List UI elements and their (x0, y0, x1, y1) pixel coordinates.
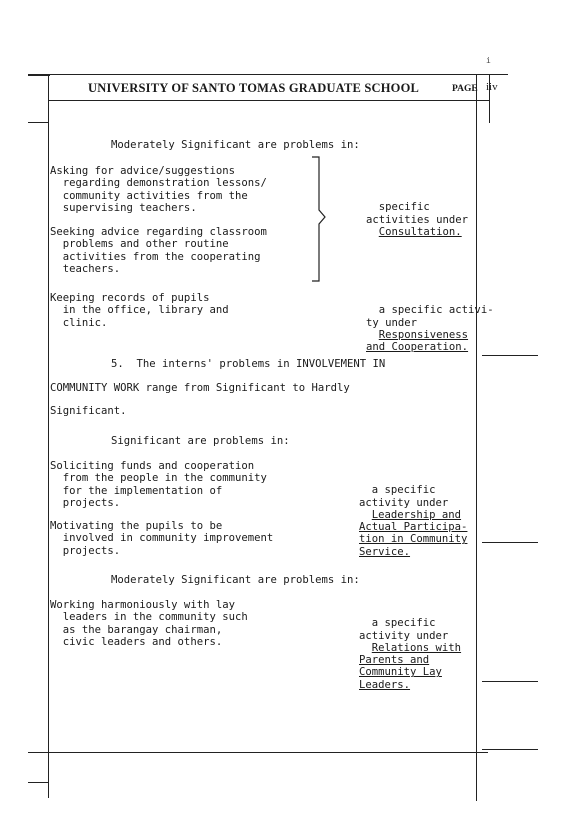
right-tick-2 (482, 542, 538, 543)
problem-item-classroom: Seeking advice regarding classroom problems and other routine activities from the cooperating teachers. (50, 226, 267, 275)
problem-item-motivating: Motivating the pupils to be involved in community improvement projects. (50, 520, 274, 557)
university-header: UNIVERSITY OF SANTO TOMAS GRADUATE SCHOOL (88, 81, 420, 95)
right-margin-rule (476, 75, 477, 801)
left-stub-top (28, 122, 48, 123)
paragraph-5-line-1: 5. The interns' problems in INVOLVEMENT IN (111, 358, 386, 370)
right-tick-1 (482, 355, 538, 356)
page-label: PAGE (452, 84, 478, 94)
bottom-rule (28, 752, 488, 753)
section-heading-moderately-significant-2: Moderately Significant are problems in: (111, 574, 360, 586)
activity-leadership-text: a specific activity under (359, 484, 449, 509)
activity-relations (359, 605, 461, 691)
margin-mark: i (486, 56, 491, 65)
activity-consultation-term: Consultation. (378, 225, 462, 238)
paragraph-5-line-2: COMMUNITY WORK range from Significant to Hardly (50, 382, 350, 394)
activity-leadership (359, 472, 467, 558)
activity-responsiveness (366, 292, 494, 353)
left-stub-bottom (28, 782, 48, 783)
left-margin-rule (48, 75, 49, 798)
right-brace (310, 155, 328, 285)
problem-item-harmoniously: Working harmoniously with lay leaders in the community such as the barangay chairman, civic leaders and others. (50, 599, 248, 648)
header-rule (48, 100, 490, 101)
right-tick-3 (482, 681, 538, 682)
activity-relations-term: Relations with Parents and Community Lay Leaders. (359, 641, 462, 691)
section-heading-moderately-significant: Moderately Significant are problems in: (111, 139, 360, 151)
activity-relations-text: a specific activity under (359, 617, 449, 642)
activity-responsiveness-text: a specific activi- ty under (366, 304, 494, 329)
top-rule (28, 74, 508, 75)
activity-leadership-term: Leadership and Actual Participa- tion in Community Service. (359, 508, 468, 558)
top-rule-short (28, 74, 50, 76)
activity-consultation-text: specific activities under (366, 201, 469, 226)
activity-consultation (366, 189, 468, 238)
page-number: iiv (486, 81, 498, 93)
activity-responsiveness-term: Responsiveness and Cooperation. (366, 328, 469, 354)
problem-item-records: Keeping records of pupils in the office, library and clinic. (50, 292, 229, 329)
bottom-rule-right (482, 749, 538, 750)
problem-item-funds: Soliciting funds and cooperation from the people in the community for the implementation of projects. (50, 460, 267, 509)
section-heading-significant: Significant are problems in: (111, 435, 290, 447)
problem-item-advice: Asking for advice/suggestions regarding demonstration lessons/ community activities from the supervising teachers. (50, 165, 267, 214)
paragraph-5-line-3: Significant. (50, 405, 127, 417)
